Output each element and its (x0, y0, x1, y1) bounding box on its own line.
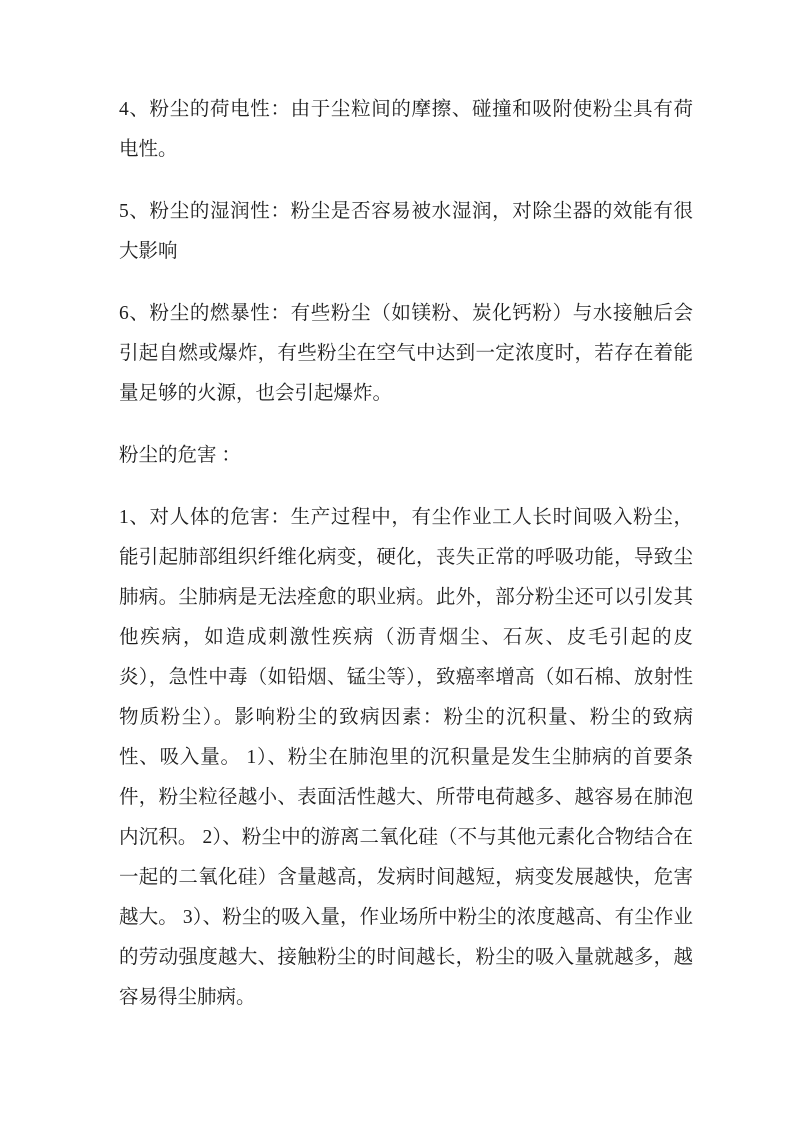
paragraph-human-harm: 1、对人体的危害：生产过程中，有尘作业工人长时间吸入粉尘，能引起肺部组织纤维化病变，硬化，丧失正常的呼吸功能，导致尘肺病。尘肺病是无法痊愈的职业病。此外，部分粉尘还可以引发其他疾病，如造成刺激性疾病（沥青烟尘、石灰、皮毛引起的皮炎），急性中毒（如铅烟、锰尘等），致癌率增高（如石棉、放射性物质粉尘）。影响粉尘的致病因素：粉尘的沉积量、粉尘的致病性、吸入量。 1）、粉尘在肺泡里的沉积量是发生尘肺病的首要条件，粉尘粒径越小、表面活性越大、所带电荷越多、越容易在肺泡内沉积。 2）、粉尘中的游离二氧化硅（不与其他元素化合物结合在一起的二氧化硅）含量越高，发病时间越短，病变发展越快，危害越大。 3）、粉尘的吸入量，作业场所中粉尘的浓度越高、有尘作业的劳动强度越大、接触粉尘的时间越长，粉尘的吸入量就越多，越容易得尘肺病。 (119, 507, 693, 1008)
paragraph-dust-charge: 4、粉尘的荷电性：由于尘粒间的摩擦、碰撞和吸附使粉尘具有荷电性。 (119, 99, 693, 160)
paragraph-dust-explosive: 6、粉尘的燃暴性：有些粉尘（如镁粉、炭化钙粉）与水接触后会引起自燃或爆炸，有些粉尘在空气中达到一定浓度时，若存在着能量足够的火源，也会引起爆炸。 (119, 303, 693, 404)
hazards-heading: 粉尘的危害 ： (119, 445, 241, 466)
paragraph-dust-wetting: 5、粉尘的湿润性：粉尘是否容易被水湿润，对除尘器的效能有很大影响 (119, 201, 693, 262)
document-text-block (119, 90, 693, 1018)
